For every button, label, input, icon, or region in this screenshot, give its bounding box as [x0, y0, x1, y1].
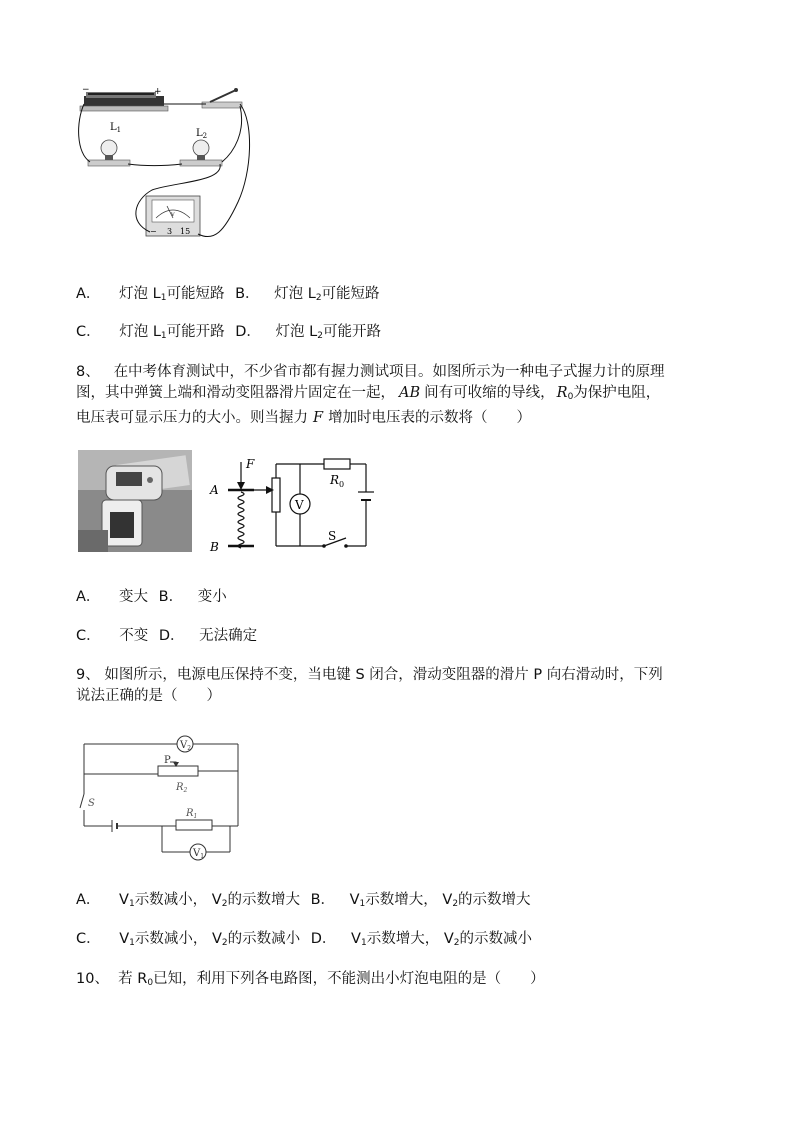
q9-option-b-text[interactable]: $V_1$示数增大， $V_2$的示数增大	[349, 892, 531, 909]
q8-option-a-key: A．	[76, 589, 101, 605]
switch-s-label: S	[328, 529, 337, 543]
grip-meter-photo	[78, 450, 192, 552]
r2-label: $R_2$	[176, 782, 188, 794]
q9-option-a-key: A．	[76, 892, 101, 908]
q8-option-c-key: C．	[76, 628, 101, 644]
q10-stem-text: 若 $R_0$已知，利用下列各电路图，不能测出小灯泡电阻的是（ ）	[118, 971, 545, 988]
slider-p-label: P	[164, 755, 171, 766]
meter-minus-label: −	[150, 227, 157, 236]
r1-label: $R_1$	[186, 808, 198, 820]
q8-circuit-diagram	[206, 454, 386, 556]
voltmeter-unit-label: V	[171, 212, 175, 218]
q9-option-d-key: D．	[310, 931, 337, 947]
q7-option-b-key: B．	[235, 286, 260, 302]
q9-circuit-diagram	[76, 732, 246, 862]
voltmeter-v-label: V	[295, 498, 304, 512]
q10-number: 10、	[76, 971, 109, 987]
q8-option-b-key: B．	[158, 589, 184, 605]
q8-option-c-text[interactable]: 不变	[119, 628, 149, 644]
q8-option-a-text[interactable]: 变大	[119, 589, 149, 605]
q9-options-row-2	[76, 929, 532, 953]
q8-option-d-text[interactable]: 无法确定	[199, 628, 258, 644]
q7-option-d-key: D．	[235, 324, 261, 340]
battery-plus-label: +	[154, 87, 162, 97]
q9-stem	[76, 665, 726, 707]
v1-label: $V_1$	[193, 848, 205, 860]
q9-option-c-key: C．	[76, 931, 101, 947]
q9-stem-line-2: 说法正确的是（ ）	[76, 688, 221, 704]
q9-options-row-1	[76, 890, 531, 914]
q7-options-row-2	[76, 322, 381, 346]
q8-stem-line-2: 图，其中弹簧上端和滑动变阻器滑片固定在一起， AB 间有可收缩的导线， $R_0$为保护电阻，	[76, 385, 661, 402]
knife-switch	[202, 88, 242, 108]
lamp-l2-label: $L_2$	[196, 128, 208, 140]
point-a-label: A	[210, 483, 219, 497]
q9-option-a-text[interactable]: $V_1$示数减小， $V_2$的示数增大	[119, 892, 300, 909]
q8-options-row-2	[76, 626, 257, 646]
switch-s-label: S	[88, 798, 95, 809]
q9-stem-line-1: 9、 如图所示，电源电压保持不变，当电键 S 闭合，滑动变阻器的滑片 P 向右滑动时，下列	[76, 667, 663, 683]
point-b-label: B	[210, 540, 219, 554]
q7-options-row-1	[76, 284, 380, 308]
lamp-l1	[88, 140, 130, 166]
meter-15-label: 15	[180, 227, 191, 236]
q9-option-d-text[interactable]: $V_1$示数增大， $V_2$的示数减小	[351, 931, 532, 948]
q8-option-d-key: D．	[158, 628, 185, 644]
q7-option-a-key: A．	[76, 286, 101, 302]
q8-stem-line-3: 电压表可显示压力的大小。则当握力 F 增加时电压表的示数将（ ）	[76, 410, 532, 426]
q7-option-d-text[interactable]: 灯泡 $L_2$可能开路	[275, 324, 381, 341]
q8-stem-line-1: 8、 在中考体育测试中，不少省市都有握力测试项目。如图所示为一种电子式握力计的原理	[76, 364, 665, 380]
battery-minus-label: −	[82, 85, 90, 95]
meter-3-label: 3	[167, 227, 173, 236]
q8-options-row-1	[76, 587, 227, 607]
lamp-l2	[180, 140, 222, 166]
resistor-r0-label: $R_0$	[330, 473, 345, 489]
q7-option-b-text[interactable]: 灯泡 $L_2$可能短路	[274, 286, 380, 303]
q8-option-b-text[interactable]: 变小	[197, 589, 227, 605]
q10-stem	[76, 969, 545, 993]
q9-option-b-key: B．	[310, 892, 336, 908]
q7-option-c-key: C．	[76, 324, 101, 340]
q8-stem	[76, 362, 726, 429]
q7-option-c-text[interactable]: 灯泡 $L_1$可能开路	[119, 324, 225, 341]
force-f-label: F	[246, 457, 255, 471]
q9-option-c-text[interactable]: $V_1$示数减小， $V_2$的示数减小	[119, 931, 301, 948]
lamp-l1-label: $L_1$	[110, 122, 122, 134]
q7-option-a-text[interactable]: 灯泡 $L_1$可能短路	[119, 286, 225, 303]
v2-label: $V_2$	[180, 740, 192, 752]
q7-circuit-figure	[74, 82, 264, 252]
